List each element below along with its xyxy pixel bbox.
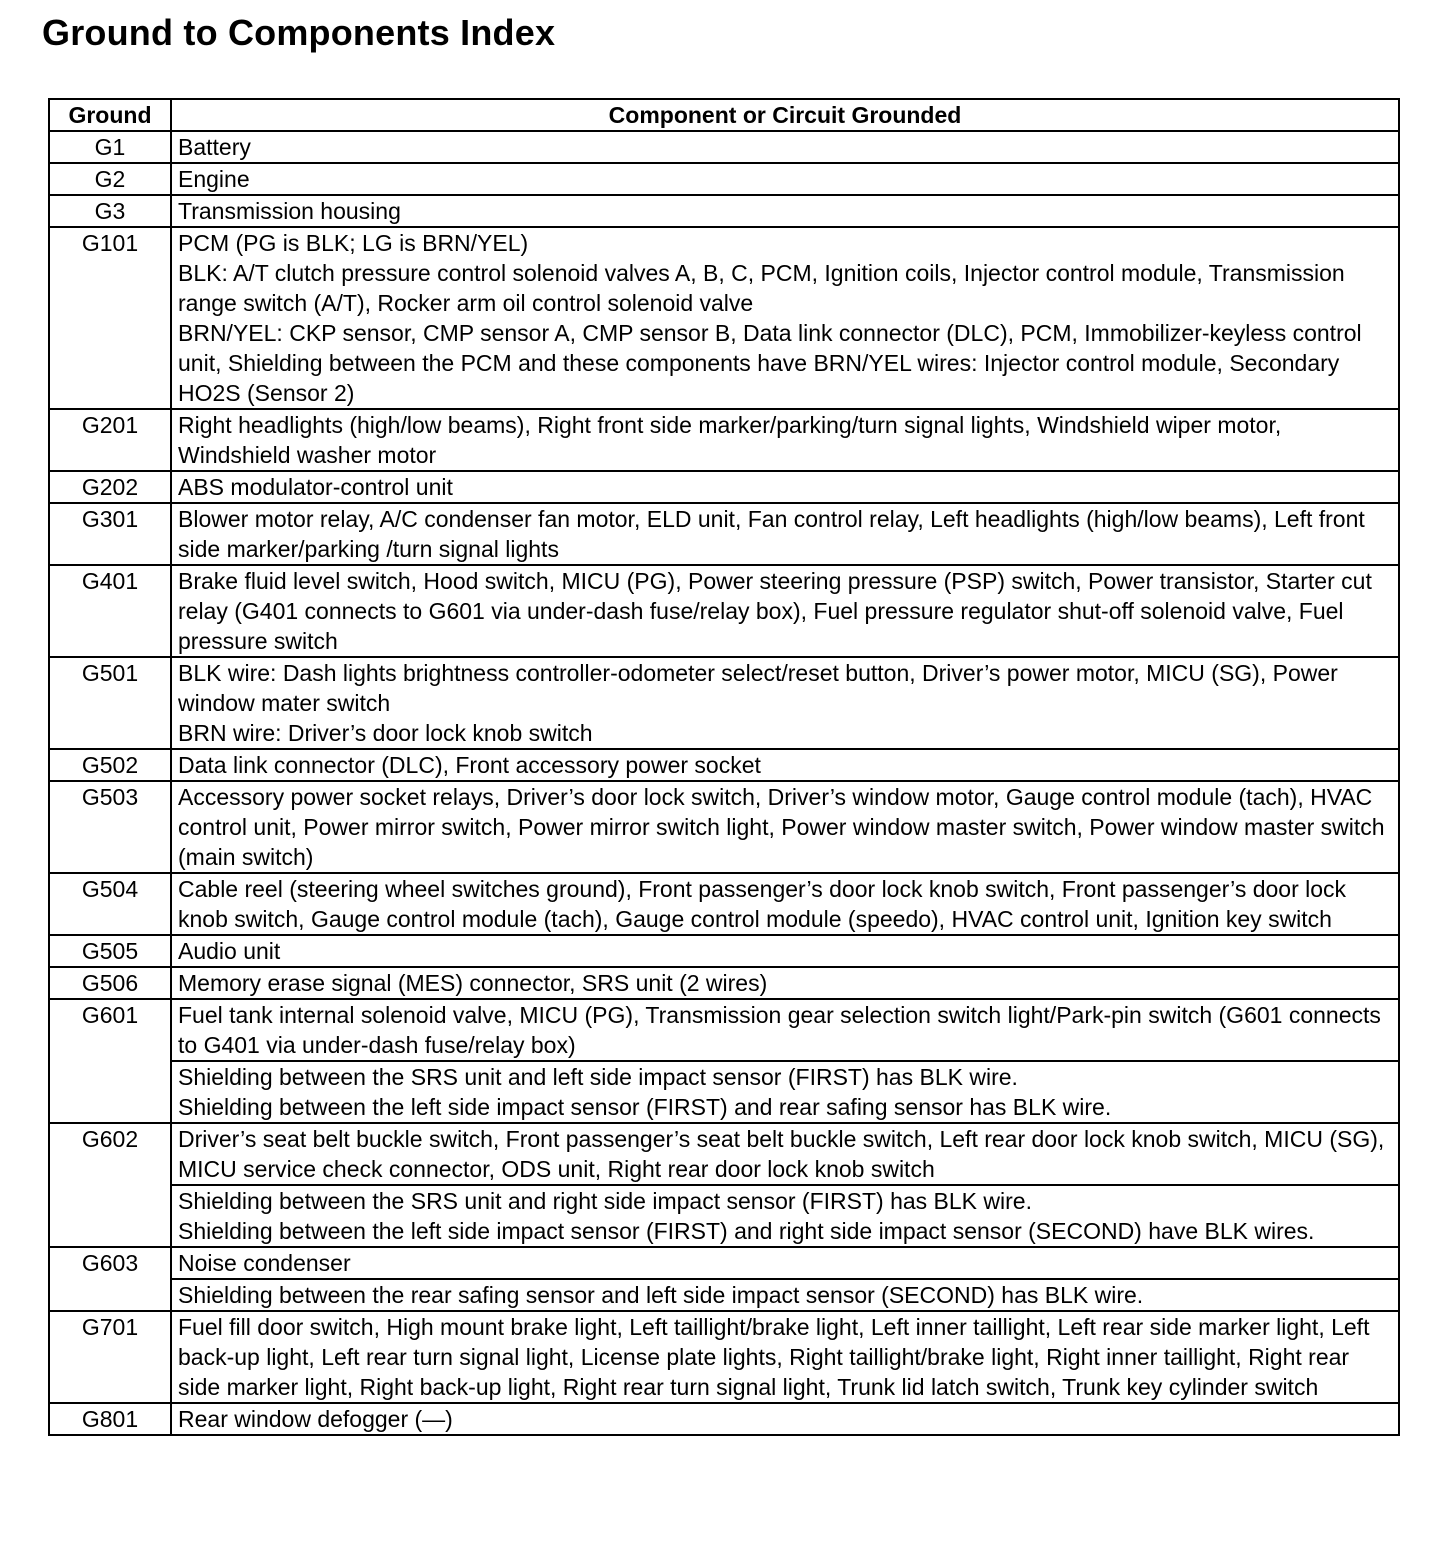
component-text: Shielding between the rear safing sensor and left side impact sensor (SECOND) has BLK wire. [178, 1282, 1144, 1308]
component-cell [171, 1123, 1399, 1185]
component-text: BLK wire: Dash lights brightness controller-odometer select/reset button, Driver’s power motor, MICU (SG), Power window mater switch [178, 660, 1338, 716]
component-text: BLK: A/T clutch pressure control solenoid valves A, B, C, PCM, Ignition coils, Injector control module, Transmission range switch (A/T), Rocker arm oil control solenoid valve [178, 260, 1345, 316]
ground-id-cell: G401 [49, 565, 171, 657]
component-cell [171, 749, 1399, 781]
component-cell [171, 195, 1399, 227]
table-row [49, 781, 1399, 873]
table-row [49, 1123, 1399, 1185]
component-text: Memory erase signal (MES) connector, SRS unit (2 wires) [178, 970, 768, 996]
component-cell [171, 131, 1399, 163]
component-cell [171, 1403, 1399, 1435]
table-row [49, 657, 1399, 749]
component-cell [171, 1279, 1399, 1311]
component-cell [171, 409, 1399, 471]
component-text: Brake fluid level switch, Hood switch, MICU (PG), Power steering pressure (PSP) switch, Power transistor, Starter cut relay (G401 connects to G601 via under-dash fuse/relay box), Fuel pressure regulator shut-off solenoid valve, Fuel pressure switch [178, 568, 1372, 654]
component-text: Rear window defogger (—) [178, 1406, 453, 1432]
table-row [49, 1403, 1399, 1435]
table-row [49, 471, 1399, 503]
table-row-continued [49, 1185, 1399, 1247]
ground-id-cell: G2 [49, 163, 171, 195]
component-cell [171, 1311, 1399, 1403]
table-row-continued [49, 1279, 1399, 1311]
component-text: Engine [178, 166, 250, 192]
component-text: Shielding between the SRS unit and left side impact sensor (FIRST) has BLK wire. [178, 1064, 1018, 1090]
component-text: Shielding between the left side impact sensor (FIRST) and right side impact sensor (SECOND) have BLK wires. [178, 1218, 1315, 1244]
component-cell [171, 503, 1399, 565]
component-text: Cable reel (steering wheel switches ground), Front passenger’s door lock knob switch, Front passenger’s door lock knob switch, Gauge control module (tach), Gauge control module (speedo), HVAC control unit, Ignition key switch [178, 876, 1347, 932]
component-cell [171, 1247, 1399, 1279]
component-text: BRN wire: Driver’s door lock knob switch [178, 720, 593, 746]
table-row [49, 409, 1399, 471]
table-row [49, 749, 1399, 781]
table-row [49, 227, 1399, 409]
table-row [49, 565, 1399, 657]
ground-id-cell: G502 [49, 749, 171, 781]
ground-index-table [48, 98, 1400, 1436]
component-text: Right headlights (high/low beams), Right front side marker/parking/turn signal lights, Windshield wiper motor, Windshield washer motor [178, 412, 1282, 468]
component-text: Fuel fill door switch, High mount brake light, Left taillight/brake light, Left inner taillight, Left rear side marker light, Left back-up light, Left rear turn signal light, License plate lights, Right taillight/brake light, Right inner taillight, Right rear side marker light, Right back-up light, Right rear turn signal light, Trunk lid latch switch, Trunk key cylinder switch [178, 1314, 1370, 1400]
component-text: PCM (PG is BLK; LG is BRN/YEL) [178, 230, 529, 256]
table-row [49, 195, 1399, 227]
ground-id-cell: G501 [49, 657, 171, 749]
component-cell [171, 967, 1399, 999]
table-row [49, 1311, 1399, 1403]
component-cell [171, 999, 1399, 1061]
ground-id-cell: G1 [49, 131, 171, 163]
component-cell [171, 227, 1399, 409]
component-text: Audio unit [178, 938, 281, 964]
ground-id-cell: G505 [49, 935, 171, 967]
component-text: Battery [178, 134, 251, 160]
table-row [49, 873, 1399, 935]
component-text: Transmission housing [178, 198, 401, 224]
component-cell [171, 565, 1399, 657]
component-text: Shielding between the left side impact sensor (FIRST) and rear safing sensor has BLK wire. [178, 1094, 1112, 1120]
page-title: Ground to Components Index [42, 12, 556, 53]
column-header-ground: Ground [49, 99, 171, 131]
component-text: Fuel tank internal solenoid valve, MICU (PG), Transmission gear selection switch light/Park-pin switch (G601 connects to G401 via under-dash fuse/relay box) [178, 1002, 1381, 1058]
table-row-continued [49, 1061, 1399, 1123]
component-text: Accessory power socket relays, Driver’s door lock switch, Driver’s window motor, Gauge control module (tach), HVAC control unit, Power mirror switch, Power mirror switch light, Power window master switch, Power window master switch (main switch) [178, 784, 1385, 870]
table-header-row [49, 99, 1399, 131]
component-text: ABS modulator-control unit [178, 474, 453, 500]
ground-id-cell: G506 [49, 967, 171, 999]
table-row [49, 999, 1399, 1061]
ground-id-cell: G201 [49, 409, 171, 471]
component-cell [171, 1061, 1399, 1123]
table-row [49, 967, 1399, 999]
table-row [49, 935, 1399, 967]
column-header-component: Component or Circuit Grounded [171, 99, 1399, 131]
table-row [49, 503, 1399, 565]
component-text: Data link connector (DLC), Front accessory power socket [178, 752, 761, 778]
ground-id-cell: G101 [49, 227, 171, 409]
component-cell [171, 935, 1399, 967]
component-text: BRN/YEL: CKP sensor, CMP sensor A, CMP sensor B, Data link connector (DLC), PCM, Immobilizer-keyless control unit, Shielding between the PCM and these components have BRN/YEL wires: Injector control module, Secondary HO2S (Sensor 2) [178, 320, 1362, 406]
ground-id-cell: G701 [49, 1311, 171, 1403]
ground-id-cell: G801 [49, 1403, 171, 1435]
component-text: Driver’s seat belt buckle switch, Front passenger’s seat belt buckle switch, Left rear door lock knob switch, MICU (SG), MICU service check connector, ODS unit, Right rear door lock knob switch [178, 1126, 1385, 1182]
ground-id-cell: G602 [49, 1123, 171, 1247]
component-cell [171, 471, 1399, 503]
table-row [49, 1247, 1399, 1279]
ground-id-cell: G601 [49, 999, 171, 1123]
component-text: Shielding between the SRS unit and right side impact sensor (FIRST) has BLK wire. [178, 1188, 1032, 1214]
component-text: Blower motor relay, A/C condenser fan motor, ELD unit, Fan control relay, Left headlights (high/low beams), Left front side marker/parking /turn signal lights [178, 506, 1365, 562]
ground-id-cell: G301 [49, 503, 171, 565]
ground-id-cell: G504 [49, 873, 171, 935]
table-row [49, 163, 1399, 195]
ground-id-cell: G202 [49, 471, 171, 503]
component-cell [171, 163, 1399, 195]
component-cell [171, 1185, 1399, 1247]
ground-id-cell: G3 [49, 195, 171, 227]
component-cell [171, 873, 1399, 935]
ground-id-cell: G503 [49, 781, 171, 873]
component-cell [171, 781, 1399, 873]
ground-id-cell: G603 [49, 1247, 171, 1311]
table-row [49, 131, 1399, 163]
component-cell [171, 657, 1399, 749]
component-text: Noise condenser [178, 1250, 351, 1276]
